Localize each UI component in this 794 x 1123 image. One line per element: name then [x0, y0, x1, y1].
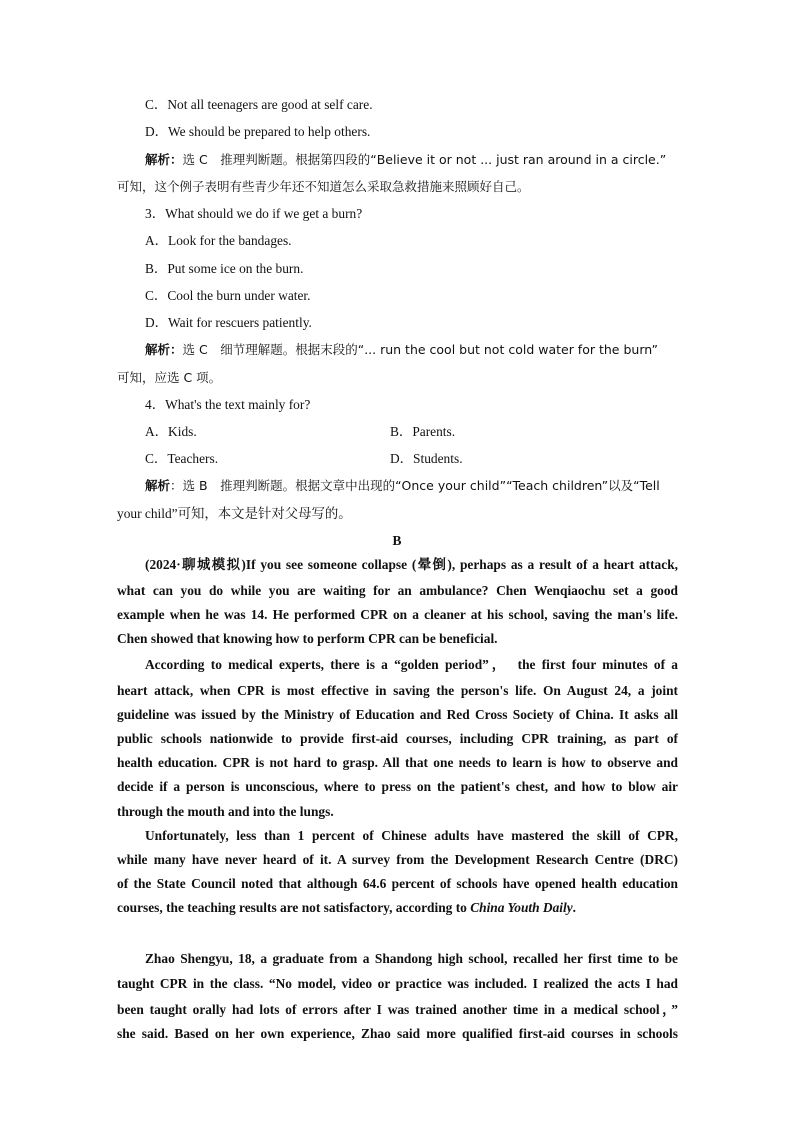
- analysis-text: ：选 B 推理判断题。根据文章中出现的“Once your child”“Teach children”以及“Tell: [170, 478, 660, 493]
- q3-question: 3．What should we do if we get a burn?: [145, 206, 363, 221]
- q4-option-c: C．Teachers.: [145, 451, 219, 466]
- q2-option-d: D．We should be prepared to help others.: [145, 124, 371, 139]
- q3-option-a: A．Look for the bandages.: [145, 233, 292, 248]
- paragraph-2-line: heart attack, when CPR is most effective in saving the person's life. On August 24, a joint: [117, 683, 678, 698]
- paragraph-2-line: guideline was issued by the Ministry of Education and Red Cross Society of China. It asks all: [117, 707, 678, 722]
- analysis-text: 选 C 推理判断题。根据第四段的“Believe it or not ... just ran around in a circle.”: [182, 152, 667, 167]
- paragraph-1-line: what can you do while you are waiting for an ambulance? Chen Wenqiaochu set a good: [117, 583, 678, 598]
- paragraph-1-line: (2024·聊城模拟)If you see someone collapse (晕倒), perhaps as a result of a heart attack,: [145, 557, 678, 572]
- paragraph-1-line: Chen showed that knowing how to perform CPR can be beneficial.: [117, 631, 498, 646]
- q4-question: 4．What's the text mainly for?: [145, 397, 311, 412]
- paragraph-4-line: she said. Based on her own experience, Zhao said more qualified first-aid courses in schools: [117, 1026, 678, 1041]
- q3-option-d: D．Wait for rescuers patiently.: [145, 315, 312, 330]
- q3-option-c: C．Cool the burn under water.: [145, 288, 311, 303]
- paragraph-2-line: According to medical experts, there is a “golden period”， the first four minutes of a: [145, 657, 678, 672]
- paragraph-3-line: [117, 899, 678, 917]
- q4-analysis-line-1: [145, 477, 678, 495]
- q4-option-d: D．Students.: [390, 451, 463, 466]
- paragraph-4-line: been taught orally had lots of errors after I was trained another time in a medical school，”: [117, 1002, 678, 1017]
- paragraph-2-line: decide if a person is unconscious, where to press on the patient's chest, and how to blow air: [117, 779, 678, 794]
- q3-option-b: B．Put some ice on the burn.: [145, 261, 304, 276]
- newspaper-title: China Youth Daily: [470, 900, 573, 915]
- q2-option-c: C．Not all teenagers are good at self care.: [145, 97, 373, 112]
- paragraph-3-line: of the State Council noted that although 64.6 percent of schools have opened health education: [117, 876, 678, 891]
- analysis-label: 解析：: [145, 342, 183, 357]
- paragraph-3-text: courses, the teaching results are not satisfactory, according to: [117, 900, 471, 915]
- q3-analysis-line-1: [145, 341, 678, 359]
- paragraph-2-line: public schools nationwide to provide first-aid courses, including CPR training, as part of: [117, 731, 678, 746]
- q4-analysis-line-2: your child”可知，本文是针对父母写的。: [117, 506, 352, 521]
- section-heading: B: [392, 533, 402, 548]
- paragraph-4-line: Zhao Shengyu, 18, a graduate from a Shandong high school, recalled her first time to be: [145, 951, 678, 966]
- q3-analysis-line-2: 可知，应选 C 项。: [117, 370, 222, 385]
- q4-option-a: A．Kids.: [145, 424, 197, 439]
- analysis-label: 解析：: [145, 152, 183, 167]
- paragraph-2-line: health education. CPR is not hard to grasp. All that one needs to learn is how to observe and: [117, 755, 678, 770]
- analysis-text: 选 C 细节理解题。根据末段的“... run the cool but not cold water for the burn”: [182, 342, 658, 357]
- paragraph-3-line: Unfortunately, less than 1 percent of Chinese adults have mastered the skill of CPR,: [145, 828, 678, 843]
- paragraph-1-line: example when he was 14. He performed CPR on a cleaner at his school, saving the man's life.: [117, 607, 678, 622]
- q2-analysis-line-1: [145, 151, 678, 169]
- q2-analysis-line-2: 可知，这个例子表明有些青少年还不知道怎么采取急救措施来照顾好自己。: [117, 179, 530, 194]
- analysis-label: 解析: [145, 478, 171, 493]
- paragraph-3-period: .: [572, 900, 577, 915]
- paragraph-4-line: taught CPR in the class. “No model, video or practice was included. I realized the acts I had: [117, 976, 678, 991]
- paragraph-2-line: through the mouth and into the lungs.: [117, 804, 334, 819]
- q4-option-b: B．Parents.: [390, 424, 456, 439]
- paragraph-3-line: while many have never heard of it. A survey from the Development Research Centre (DRC): [117, 852, 678, 867]
